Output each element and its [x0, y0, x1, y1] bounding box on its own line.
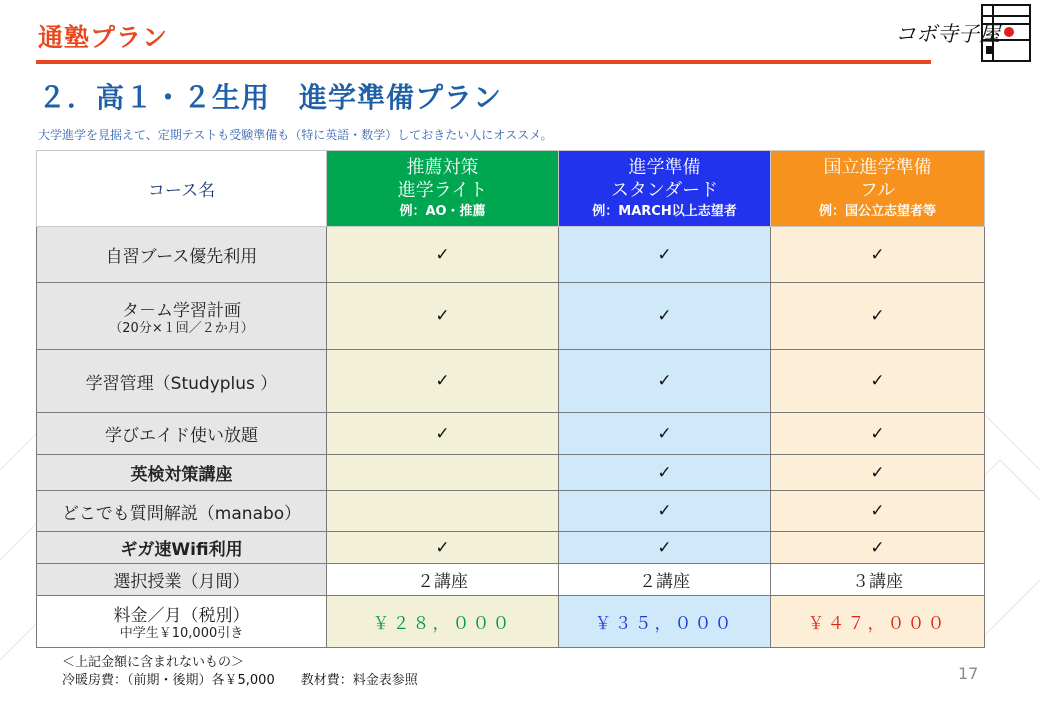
check-cell: ✓ — [559, 283, 771, 350]
course-header-light: 推薦対策 進学ライト 例：AO・推薦 — [327, 151, 559, 227]
table-row — [37, 413, 985, 455]
check-cell: ✓ — [559, 350, 771, 413]
price-row — [37, 596, 985, 648]
check-cell: ✓ — [327, 350, 559, 413]
lesson-count-cell: ３講座 — [771, 564, 985, 596]
table-row — [37, 455, 985, 491]
course-name-header: コース名 — [37, 151, 327, 227]
page-number: 17 — [958, 664, 979, 683]
row-label: 学習管理（Studyplus ） — [37, 350, 327, 413]
check-cell: ✓ — [559, 532, 771, 564]
row-label: 自習ブース優先利用 — [37, 227, 327, 283]
check-cell: ✓ — [327, 283, 559, 350]
row-sublabel: （20分×１回／２か月） — [109, 320, 254, 336]
check-cell: ✓ — [771, 227, 985, 283]
row-label: ギガ速Wifi利用 — [37, 532, 327, 564]
table-row — [37, 564, 985, 596]
check-cell: ✓ — [559, 413, 771, 455]
plan-comparison-table — [36, 150, 985, 648]
check-cell: ✓ — [559, 227, 771, 283]
lesson-count-cell: ２講座 — [559, 564, 771, 596]
row-label: どこでも質問解説（manabo） — [37, 491, 327, 532]
check-cell: ✓ — [559, 491, 771, 532]
check-cell: ✓ — [771, 283, 985, 350]
table-header-row — [37, 151, 985, 227]
check-cell: ✓ — [771, 532, 985, 564]
course-header-full: 国立進学準備 フル 例：国公立志望者等 — [771, 151, 985, 227]
check-cell: ✓ — [771, 491, 985, 532]
row-label: 学びエイド使い放題 — [37, 413, 327, 455]
row-label: 英検対策講座 — [37, 455, 327, 491]
price-standard: ￥３５，０００ — [559, 596, 771, 648]
check-cell: ✓ — [327, 227, 559, 283]
logo-icon — [981, 4, 1031, 62]
table-row — [37, 283, 985, 350]
table-row — [37, 491, 985, 532]
row-label: 選択授業（月間） — [37, 564, 327, 596]
course-header-standard: 進学準備 スタンダード 例：MARCH以上志望者 — [559, 151, 771, 227]
header-divider — [36, 60, 931, 64]
price-full: ￥４７，０００ — [771, 596, 985, 648]
row-label: タ－ム学習計画 （20分×１回／２か月） — [37, 283, 327, 350]
plan-subtitle: 大学進学を見据えて、定期テストも受験準備も（特に英語・数学）しておきたい人にオススメ。 — [38, 128, 553, 142]
check-cell: ✓ — [327, 413, 559, 455]
lesson-count-cell: ２講座 — [327, 564, 559, 596]
table-row — [37, 532, 985, 564]
plan-title: ２．高１・２生用 進学準備プラン — [38, 81, 503, 114]
price-light: ￥２８，０００ — [327, 596, 559, 648]
price-label: 料金／月（税別） 中学生￥10,000引き — [37, 596, 327, 648]
check-cell — [327, 491, 559, 532]
check-cell — [327, 455, 559, 491]
check-cell: ✓ — [559, 455, 771, 491]
table-row — [37, 227, 985, 283]
section-title: 通塾プラン — [38, 23, 169, 52]
logo-text: コボ寺子屋 — [895, 22, 1000, 46]
excluded-costs-note: ＜上記金額に含まれないもの＞ 冷暖房費：（前期・後期）各￥5,000 教材費：料金表参照 — [62, 655, 418, 688]
table-row — [37, 350, 985, 413]
price-discount-note: 中学生￥10,000引き — [119, 626, 244, 641]
check-cell: ✓ — [771, 413, 985, 455]
check-cell: ✓ — [771, 350, 985, 413]
brand-logo — [895, 4, 1035, 62]
check-cell: ✓ — [771, 455, 985, 491]
check-cell: ✓ — [327, 532, 559, 564]
